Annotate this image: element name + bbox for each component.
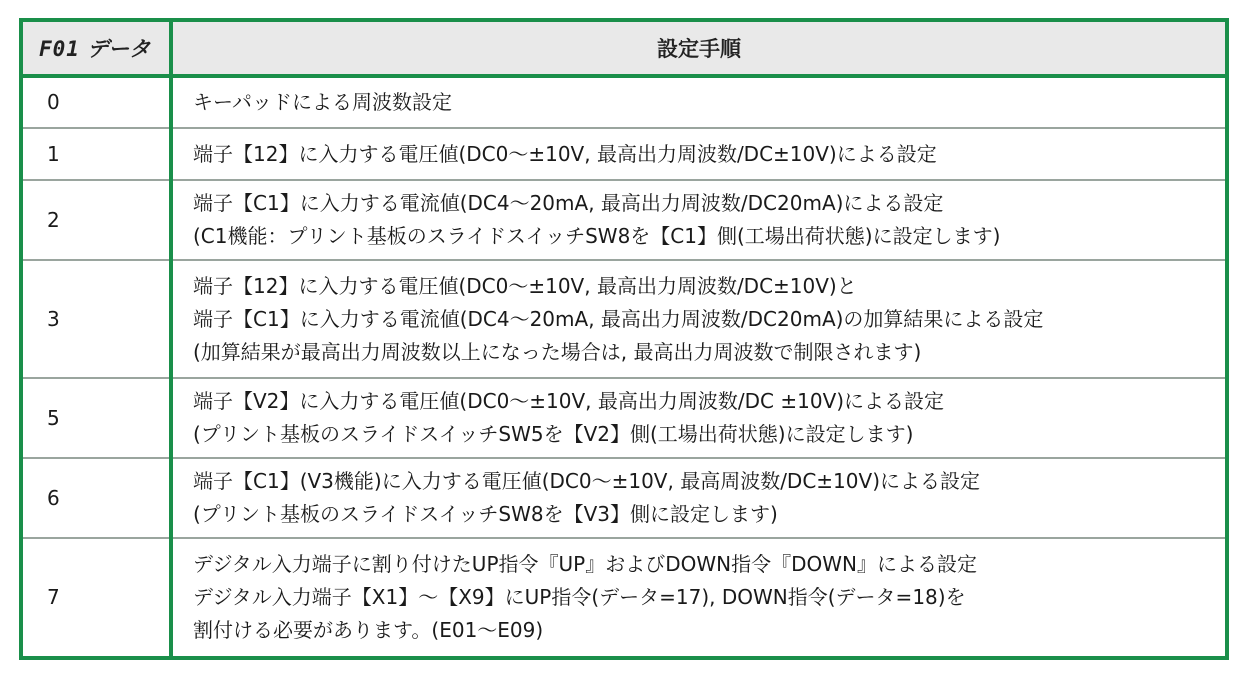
data-value: 2 — [23, 180, 171, 260]
description-line: デジタル入力端子【X1】～【X9】にUP指令(データ=17), DOWN指令(データ=18)を — [193, 585, 966, 609]
function-code: F01 — [39, 37, 80, 61]
setting-description — [171, 378, 1225, 458]
description-line: キーパッドによる周波数設定 — [193, 90, 452, 114]
description-line: 端子【C1】に入力する電流値(DC4～20mA, 最高出力周波数/DC20mA)による設定 — [193, 191, 944, 215]
table-row — [23, 458, 1225, 538]
f01-data-table — [23, 22, 1225, 656]
setting-description — [171, 538, 1225, 656]
table-row — [23, 260, 1225, 378]
table-row — [23, 128, 1225, 180]
description-line: 端子【12】に入力する電圧値(DC0～±10V, 最高出力周波数/DC±10V)による設定 — [193, 141, 937, 166]
setting-description — [171, 180, 1225, 260]
data-value: 7 — [23, 538, 171, 656]
table-row — [23, 538, 1225, 656]
setting-description — [171, 128, 1225, 180]
header-data-column — [23, 22, 171, 76]
description-line: (加算結果が最高出力周波数以上になった場合は, 最高出力周波数で制限されます) — [193, 339, 922, 364]
data-value: 1 — [23, 128, 171, 180]
setting-description — [171, 458, 1225, 538]
description-line: 端子【12】に入力する電圧値(DC0～±10V, 最高出力周波数/DC±10V)と — [193, 273, 857, 298]
description-line: (C1機能：プリント基板のスライドスイッチSW8を【C1】側(工場出荷状態)に設定します) — [193, 224, 1001, 248]
table-row — [23, 378, 1225, 458]
header-procedure-column: 設定手順 — [171, 22, 1225, 76]
description-line: 端子【C1】に入力する電流値(DC4～20mA, 最高出力周波数/DC20mA)の加算結果による設定 — [193, 306, 1044, 331]
table-row — [23, 180, 1225, 260]
description-line: 割付ける必要があります。(E01～E09) — [193, 618, 544, 642]
description-line: (プリント基板のスライドスイッチSW5を【V2】側(工場出荷状態)に設定します) — [193, 422, 914, 446]
data-value: 0 — [23, 76, 171, 128]
data-value: 5 — [23, 378, 171, 458]
setting-description — [171, 260, 1225, 378]
data-value: 6 — [23, 458, 171, 538]
setting-description — [171, 76, 1225, 128]
header-data-label: データ — [87, 37, 151, 61]
description-line: 端子【V2】に入力する電圧値(DC0～±10V, 最高出力周波数/DC ±10V)による設定 — [193, 389, 945, 413]
table-row — [23, 76, 1225, 128]
description-line: デジタル入力端子に割り付けたUP指令『UP』およびDOWN指令『DOWN』による設定 — [193, 552, 977, 576]
description-line: (プリント基板のスライドスイッチSW8を【V3】側に設定します) — [193, 502, 778, 526]
header-row — [23, 22, 1225, 76]
data-value: 3 — [23, 260, 171, 378]
description-line: 端子【C1】(V3機能)に入力する電圧値(DC0～±10V, 最高周波数/DC±10V)による設定 — [193, 469, 980, 493]
settings-table — [19, 18, 1229, 660]
